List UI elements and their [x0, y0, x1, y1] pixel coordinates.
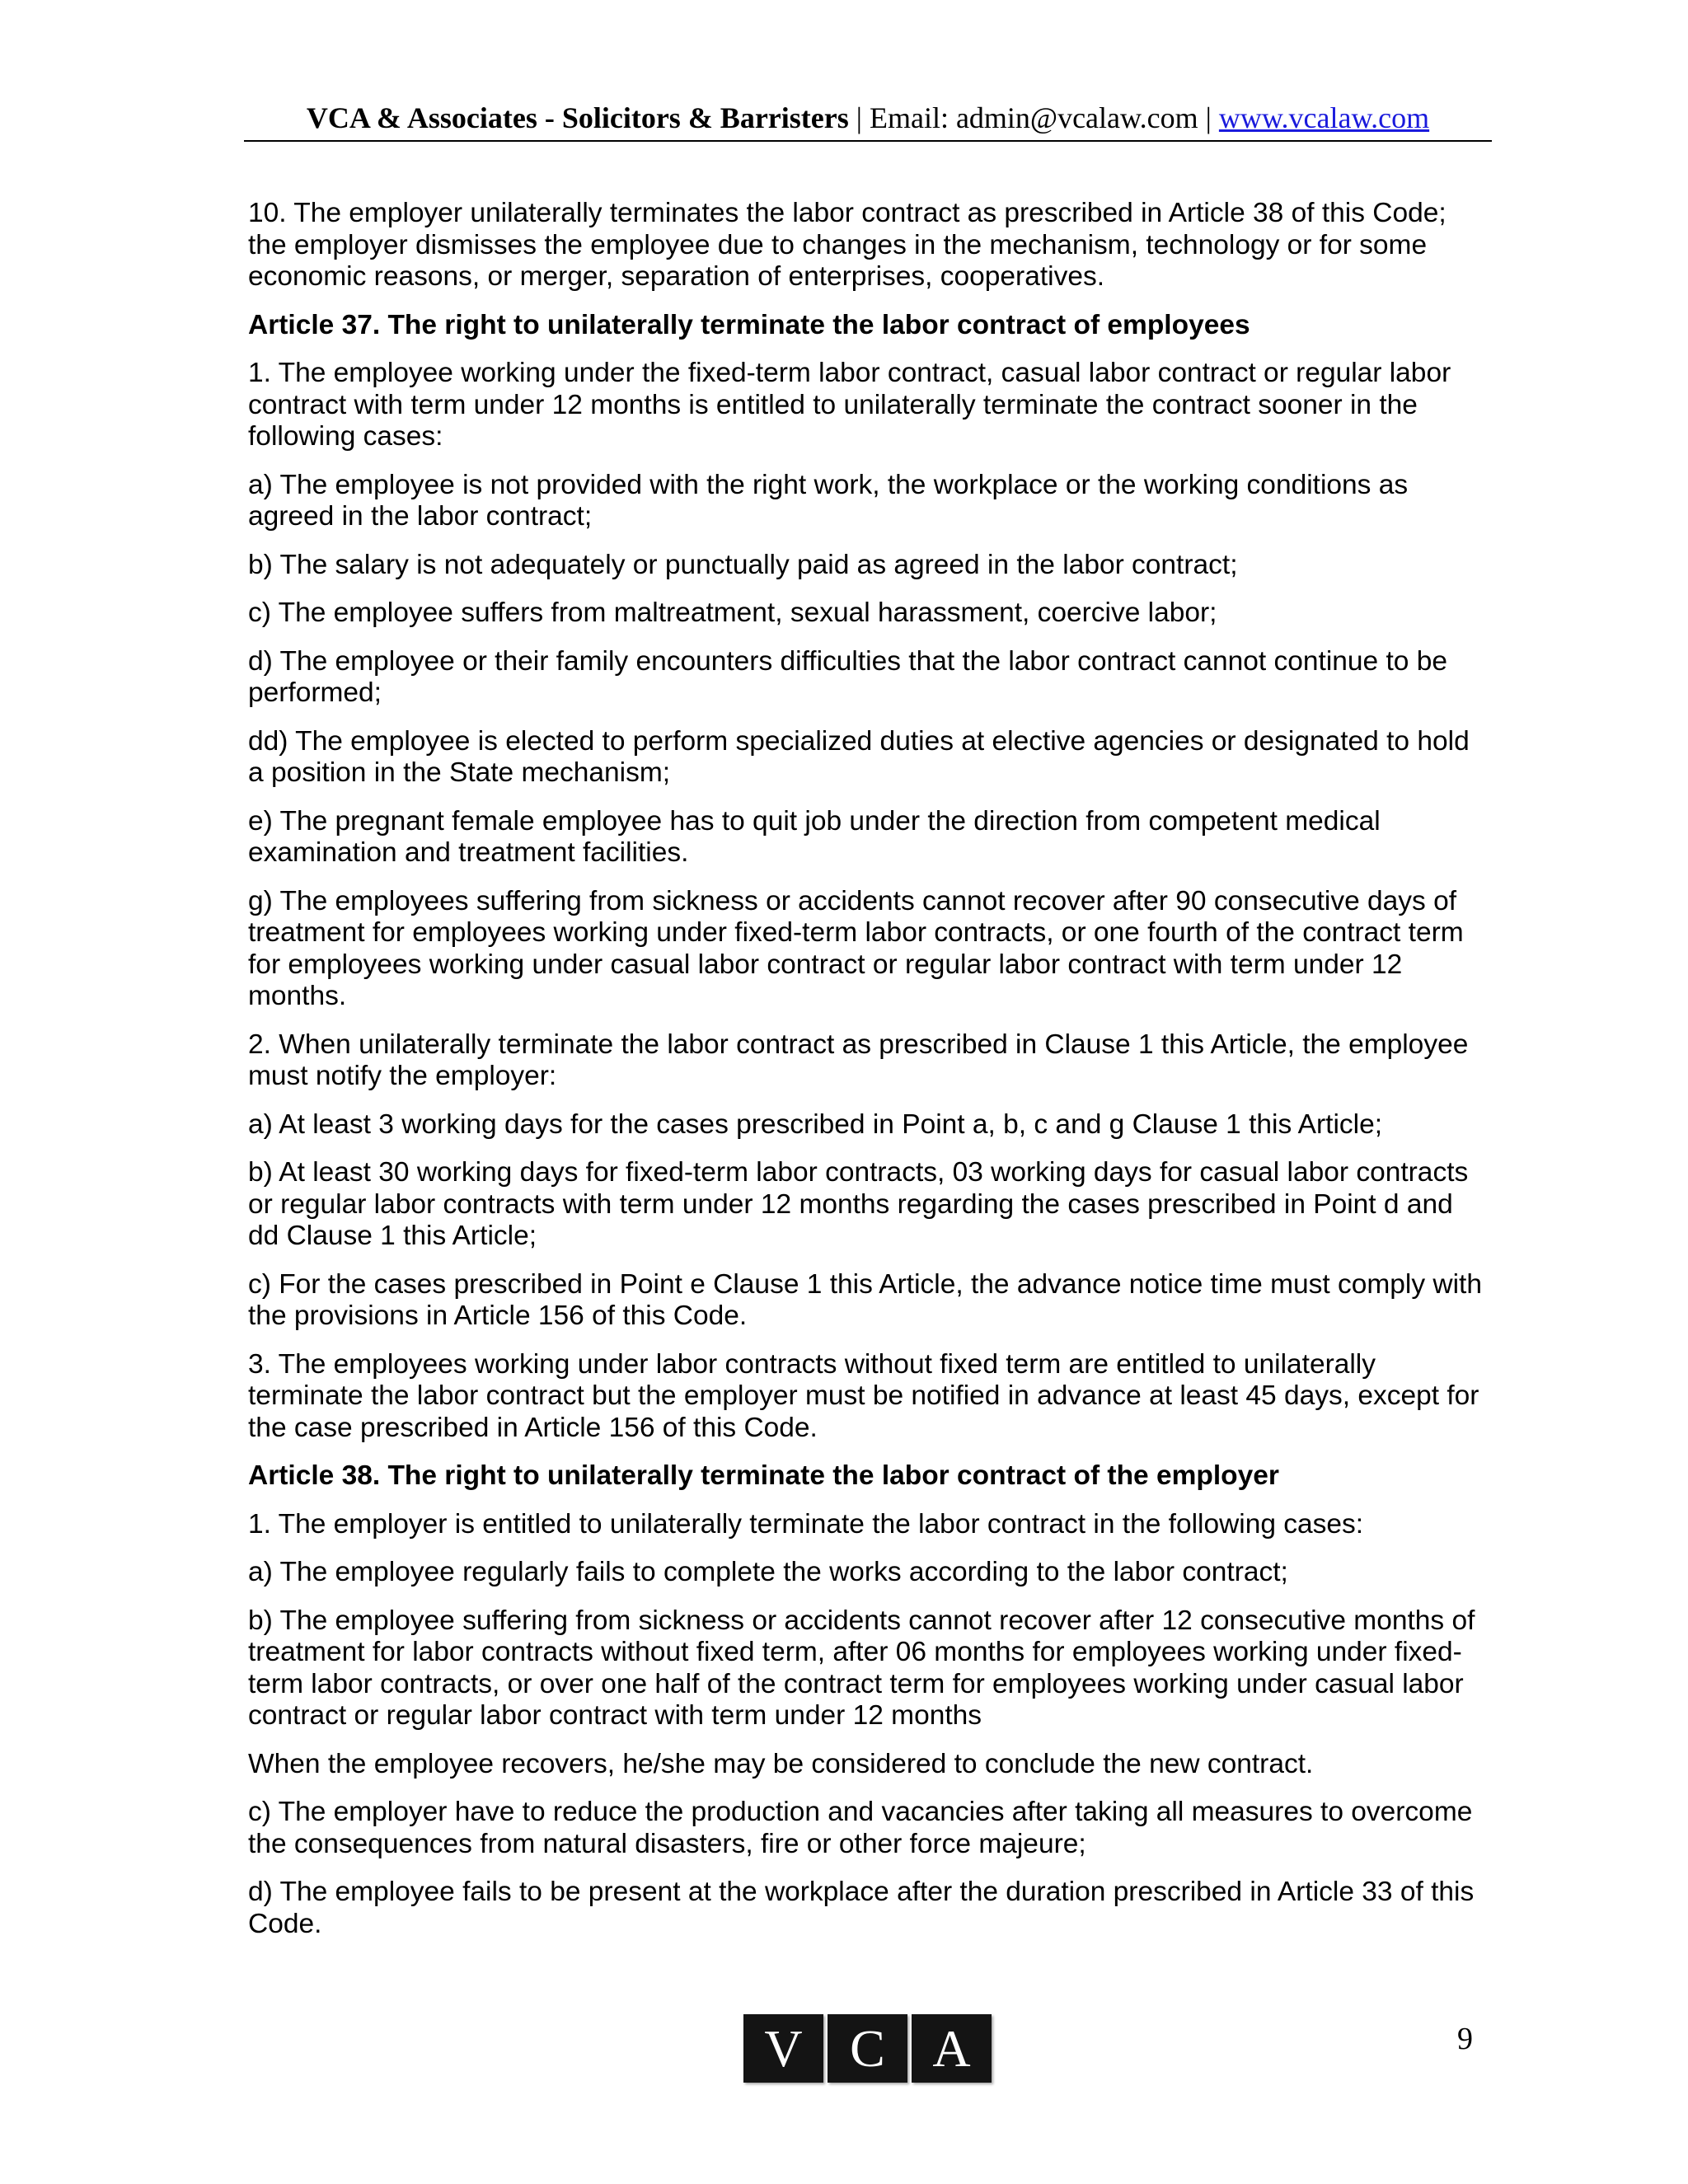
paragraph: 2. When unilaterally terminate the labor contract as prescribed in Clause 1 this Article, the employee must notify the employer: [248, 1029, 1469, 1091]
paragraph: d) The employee or their family encounters difficulties that the labor contract cannot continue to be performed; [248, 645, 1447, 708]
paragraph: a) At least 3 working days for the cases prescribed in Point a, b, c and g Clause 1 this Article; [248, 1108, 1383, 1140]
paragraph: a) The employee regularly fails to complete the works according to the labor contract; [248, 1557, 1288, 1587]
header-email: Email: admin@vcalaw.com [869, 101, 1198, 134]
paragraph: When the employee recovers, he/she may be considered to conclude the new contract. [248, 1748, 1314, 1779]
paragraph: dd) The employee is elected to perform specialized duties at elective agencies or designated to hold a position in the State mechanism; [248, 725, 1470, 788]
paragraph: c) For the cases prescribed in Point e Clause 1 this Article, the advance notice time must comply with the provisions in Article 156 of this Code. [248, 1268, 1482, 1331]
paragraph: d) The employee fails to be present at the workplace after the duration prescribed in Article 33 of this Code. [248, 1877, 1475, 1939]
header-separator: | [1198, 101, 1219, 134]
article-heading: Article 38. The right to unilaterally terminate the labor contract of the employer [248, 1460, 1279, 1491]
paragraph: 1. The employer is entitled to unilaterally terminate the labor contract in the following cases: [248, 1508, 1364, 1540]
logo-letter: A [912, 2014, 992, 2083]
paragraph: a) The employee is not provided with the right work, the workplace or the working conditions as agreed in the labor contract; [248, 469, 1409, 532]
article-heading: Article 37. The right to unilaterally terminate the labor contract of employees [248, 309, 1250, 340]
paragraph: g) The employees suffering from sickness or accidents cannot recover after 90 consecutive days of treatment for employees working under fixed-term labor contracts, or one fourth of the contract term for employees working under casual labor contract or regular labor contract with term under 12 months. [248, 885, 1464, 1011]
paragraph: 1. The employee working under the fixed-term labor contract, casual labor contract or regular labor contract with term under 12 months is entitled to unilaterally terminate the contract sooner in the following cases: [248, 358, 1451, 452]
firm-name: VCA & Associates - Solicitors & Barristers [306, 101, 849, 134]
logo-letter: C [828, 2014, 907, 2083]
paragraph: 10. The employer unilaterally terminates the labor contract as prescribed in Article 38 of this Code; the employer dismisses the employee due to changes in the mechanism, technology or for some economic reasons, or merger, separation of enterprises, cooperatives. [248, 198, 1447, 292]
page-header [244, 96, 1492, 142]
document-body [248, 198, 1489, 1957]
paragraph: b) The employee suffering from sickness or accidents cannot recover after 12 consecutive months of treatment for labor contracts without fixed term, after 06 months for employees working under fixed-term labor contracts, or over one half of the contract term for employees working under casual labor contract or regular labor contract with term under 12 months [248, 1605, 1475, 1731]
paragraph: 3. The employees working under labor contracts without fixed term are entitled to unilaterally terminate the labor contract but the employer must be notified in advance at least 45 days, except for the case prescribed in Article 156 of this Code. [248, 1348, 1479, 1443]
page-number: 9 [1457, 2022, 1473, 2056]
paragraph: c) The employee suffers from maltreatment, sexual harassment, coercive labor; [248, 598, 1217, 628]
paragraph: b) The salary is not adequately or punctually paid as agreed in the labor contract; [248, 549, 1238, 580]
paragraph: b) At least 30 working days for fixed-term labor contracts, 03 working days for casual labor contracts or regular labor contracts with term under 12 months regarding the cases prescribed in Point d and dd Clause 1 this Article; [248, 1157, 1469, 1251]
paragraph: c) The employer have to reduce the production and vacancies after taking all measures to overcome the consequences from natural disasters, fire or other force majeure; [248, 1797, 1473, 1859]
vca-logo [743, 2014, 992, 2083]
logo-letter: V [743, 2014, 823, 2083]
header-separator: | [848, 101, 870, 134]
paragraph: e) The pregnant female employee has to quit job under the direction from competent medical examination and treatment facilities. [248, 805, 1381, 868]
website-link[interactable]: www.vcalaw.com [1218, 101, 1430, 134]
